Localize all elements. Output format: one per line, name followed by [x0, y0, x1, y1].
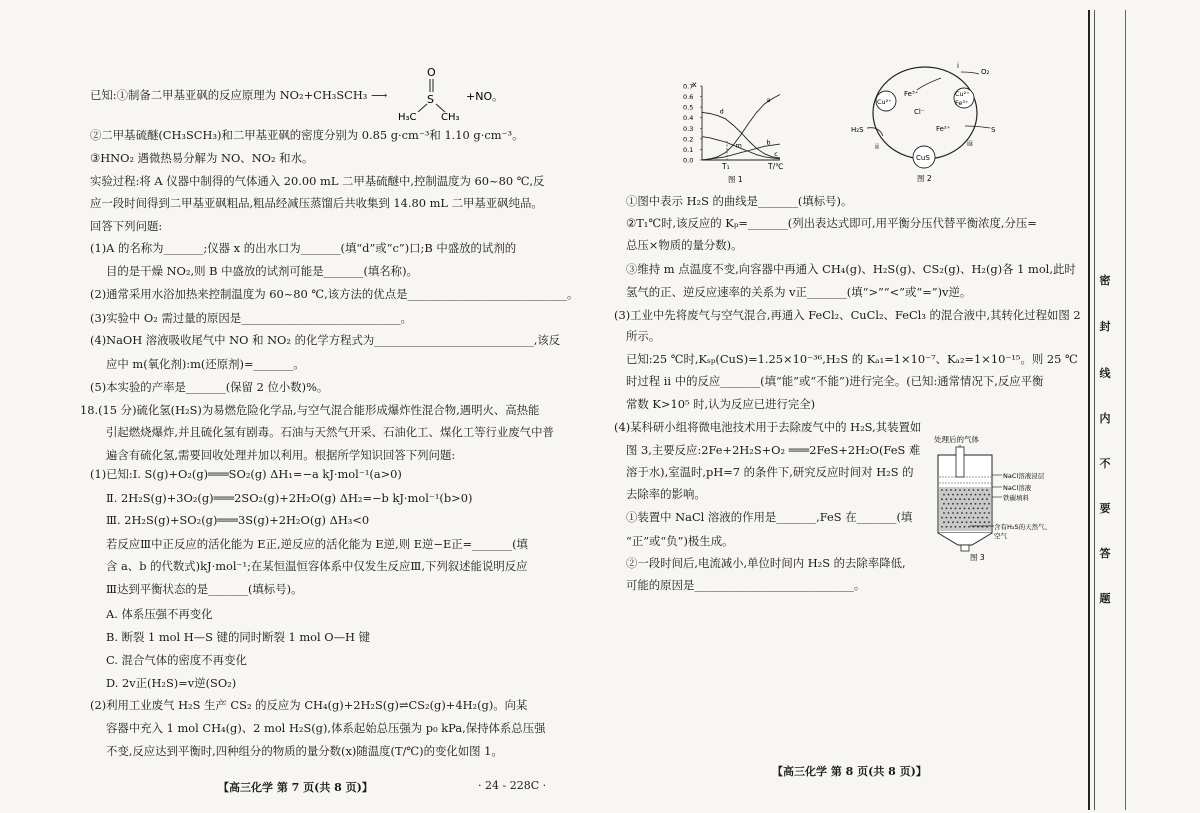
fig3-label-5: 空气 [994, 532, 1007, 540]
fig1-ytick-label: 0.1 [683, 145, 694, 154]
left-text-line: ②二甲基硫醚(CH₃SCH₃)和二甲基亚砜的密度分别为 0.85 g·cm⁻³和 1.10 g·cm⁻³。 [90, 128, 524, 142]
fig3-label-3: 铁碳填料 [1003, 494, 1029, 502]
fig1-series-a [702, 95, 780, 161]
fig1-ytick-label: 0.7 [683, 82, 694, 91]
fig2-cus: CuS [916, 154, 930, 162]
left-text-line: (1)已知:Ⅰ. S(g)+O₂(g)═══SO₂(g) ΔH₁=−a kJ·mol⁻¹(a>0) [90, 467, 402, 481]
fig3-label-2: NaCl溶液 [1003, 484, 1032, 492]
left-text-line: Ⅲ. 2H₂S(g)+SO₂(g)═══3S(g)+2H₂O(g) ΔH₃<0 [106, 513, 370, 527]
right-text-line: 氢气的正、逆反应速率的关系为 v正_______(填“>”“<”或“=”)v逆。 [626, 285, 972, 299]
fig1-point-m: m [735, 141, 742, 150]
struct-ch3: CH₃ [441, 112, 460, 123]
left-text-line: Ⅱ. 2H₂S(g)+3O₂(g)═══2SO₂(g)+2H₂O(g) ΔH₂=−b kJ·mol⁻¹(b>0) [106, 491, 473, 505]
margin-seal-char: 不 [1099, 457, 1111, 470]
right-text-line: ②T₁℃时,该反应的 Kₚ=_______(列出表达式即可,用平衡分压代替平衡浓度,分压= [626, 216, 1037, 230]
fig1-ytick-label: 0.0 [683, 156, 694, 165]
fig1-xlabel: T/℃ [768, 162, 784, 171]
left-text-line: A. 体系压强不再变化 [106, 607, 213, 621]
margin-line-outer [1088, 10, 1090, 810]
fig2-o2: O₂ [981, 68, 990, 76]
fig3-label-4: 含有H₂S的天然气、 [994, 523, 1052, 531]
left-text-line: (4)NaOH 溶液吸收尾气中 NO 和 NO₂ 的化学方程式为____________________________,该反 [90, 333, 561, 347]
margin-seal-char: 答 [1099, 547, 1111, 560]
fig2-cu-right: Cu²⁺ [955, 90, 970, 98]
struct-s: S [427, 93, 434, 106]
right-footer: 【高三化学 第 8 页(共 8 页)】 [772, 765, 927, 778]
left-text-line: (2)利用工业废气 H₂S 生产 CS₂ 的反应为 CH₄(g)+2H₂S(g)⇌CS₂(g)+4H₂(g)。向某 [90, 698, 528, 712]
struct-h3c: H₃C [398, 112, 417, 123]
left-text-line: 实验过程:将 A 仪器中制得的气体通入 20.00 mL 二甲基硫醚中,控制温度为 60~80 ℃,反 [90, 174, 545, 188]
fig1-ytick-label: 0.2 [683, 135, 694, 144]
margin-seal-char: 线 [1099, 367, 1111, 380]
fig2-fe3-top: Fe³⁺ [904, 90, 919, 98]
margin-line-inner [1094, 10, 1095, 810]
struct-o: O [427, 66, 436, 79]
right-text-line: 可能的原因是____________________________。 [626, 578, 866, 592]
left-text-line: 应中 m(氧化剂):m(还原剂)=_______。 [106, 357, 305, 371]
fig2-h2s: H₂S [851, 126, 864, 134]
fig1-ytick-label: 0.6 [683, 93, 694, 102]
margin-seal-char: 封 [1099, 320, 1111, 333]
right-text-line: 已知:25 ℃时,Kₛₚ(CuS)=1.25×10⁻³⁶,H₂S 的 Kₐ₁=1×10⁻⁷、Kₐ₂=1×10⁻¹⁵。则 25 ℃ [626, 352, 1078, 366]
margin-seal-char: 密 [1099, 274, 1111, 287]
figure-3-apparatus [930, 433, 1080, 563]
left-text-line: ③HNO₂ 遇微热易分解为 NO、NO₂ 和水。 [90, 151, 314, 165]
left-text-line: (5)本实验的产率是_______(保留 2 位小数)%。 [90, 380, 329, 394]
right-text-line: 所示。 [626, 329, 661, 343]
figure-2-cycle [845, 58, 1005, 186]
fig1-xtick-t1: T₁ [722, 162, 730, 171]
fig2-caption: 图 2 [917, 174, 932, 183]
left-text-line: 容器中充入 1 mol CH₄(g)、2 mol H₂S(g),体系起始总压强为 p₀ kPa,保持体系总压强 [106, 721, 546, 735]
fig1-series-label-b: b [766, 138, 771, 147]
left-text-line: B. 断裂 1 mol H—S 键的同时断裂 1 mol O—H 键 [106, 630, 370, 644]
left-text-line: (2)通常采用水浴加热来控制温度为 60~80 ℃,该方法的优点是____________________________。 [90, 287, 579, 301]
left-footer: 【高三化学 第 7 页(共 8 页)】 [218, 781, 373, 794]
fig1-series-label-c: c [774, 149, 778, 158]
fig1-series-label-d: d [719, 107, 724, 116]
right-text-line: ②一段时间后,电流减小,单位时间内 H₂S 的去除率降低, [626, 556, 906, 570]
right-text-line: 溶于水),室温时,pH=7 的条件下,研究反应时间对 H₂S 的 [626, 465, 914, 479]
right-text-line: ③维持 m 点温度不变,向容器中再通入 CH₄(g)、H₂S(g)、CS₂(g)、H₂(g)各 1 mol,此时 [626, 262, 1076, 276]
fig2-s: S [991, 126, 996, 134]
left-text-line: 已知:①制备二甲基亚砜的反应原理为 NO₂+CH₃SCH₃ ⟶ [90, 88, 388, 102]
left-text-line: 回答下列问题: [90, 219, 163, 233]
left-text-line: 若反应Ⅲ中正反应的活化能为 E正,逆反应的活化能为 E逆,则 E逆−E正=_______(填 [106, 537, 528, 551]
right-text-line: (4)某科研小组将微电池技术用于去除废气中的 H₂S,其装置如 [614, 420, 922, 434]
fig1-ytick-label: 0.5 [683, 103, 694, 112]
left-text-line: D. 2v正(H₂S)=v逆(SO₂) [106, 676, 237, 690]
right-text-line: 去除率的影响。 [626, 487, 706, 501]
right-text-line: 图 3,主要反应:2Fe+2H₂S+O₂ ═══2FeS+2H₂O(FeS 难 [626, 443, 921, 457]
dmso-structure [398, 64, 518, 124]
fig1-ytick-label: 0.3 [683, 124, 694, 133]
fig3-caption: 图 3 [970, 553, 985, 562]
fig2-fe3-right: Fe³⁺ [955, 99, 969, 107]
margin-seal-char: 题 [1099, 592, 1111, 605]
margin-line-far [1125, 10, 1126, 810]
fig1-caption: 图 1 [728, 175, 743, 184]
left-text-line: (3)实验中 O₂ 需过量的原因是____________________________。 [90, 311, 413, 325]
struct-plus-no: +NO。 [466, 90, 504, 103]
left-footer-code: · 24 - 228C · [478, 779, 547, 792]
margin-seal-char: 要 [1099, 502, 1111, 515]
fig2-cu-left: Cu²⁺ [877, 98, 892, 106]
margin-seal-char: 内 [1099, 412, 1111, 425]
fig2-step-iii: iii [967, 140, 973, 148]
left-text-line: 含 a、b 的代数式)kJ·mol⁻¹;在某恒温恒容体系中仅发生反应Ⅲ,下列叙述能说明反应 [106, 559, 528, 573]
fig2-step-i: i [957, 62, 959, 70]
right-text-line: “正”或“负”)极生成。 [626, 534, 734, 548]
left-text-line: Ⅲ达到平衡状态的是_______(填标号)。 [106, 582, 303, 596]
left-text-line: 应一段时间得到二甲基亚砜粗品,粗品经减压蒸馏后共收集到 14.80 mL 二甲基亚砜纯品。 [90, 196, 543, 210]
left-text-line: 18.(15 分)硫化氢(H₂S)为易燃危险化学品,与空气混合能形成爆炸性混合物,遇明火、高热能 [80, 403, 540, 417]
right-text-line: 总压×物质的量分数)。 [626, 238, 743, 252]
binding-margin [1086, 0, 1200, 813]
left-text-line: (1)A 的名称为_______;仪器 x 的出水口为_______(填“d”或“c”)口;B 中盛放的试剂的 [90, 241, 517, 255]
right-text-line: ①图中表示 H₂S 的曲线是_______(填标号)。 [626, 194, 853, 208]
fig1-series-label-a: a [766, 95, 771, 104]
right-text-line: ①装置中 NaCl 溶液的作用是_______,FeS 在_______(填 [626, 510, 913, 524]
fig1-ytick-label: 0.4 [683, 114, 694, 123]
fig2-fe2: Fe²⁺ [936, 125, 951, 133]
fig3-top-label: 处理后的气体 [934, 435, 979, 444]
fig3-label-1: NaCl溶液浸层 [1003, 472, 1045, 480]
figure-1-chart [680, 78, 795, 186]
left-text-line: 遍含有硫化氢,需要回收处理并加以利用。根据所学知识回答下列问题: [106, 448, 456, 462]
left-text-line: C. 混合气体的密度不再变化 [106, 653, 247, 667]
left-text-line: 不变,反应达到平衡时,四种组分的物质的量分数(x)随温度(T/℃)的变化如图 1。 [106, 744, 503, 758]
right-text-line: 常数 K>10⁵ 时,认为反应已进行完全) [626, 397, 816, 411]
fig1-ylabel: x [692, 80, 697, 89]
fig2-cl: Cl⁻ [914, 108, 925, 116]
left-text-line: 引起燃烧爆炸,并且硫化氢有剧毒。石油与天然气开采、石油化工、煤化工等行业废气中普 [106, 425, 554, 439]
right-text-line: 时过程 ii 中的反应_______(填“能”或“不能”)进行完全。(已知:通常情况下,反应平衡 [626, 374, 1044, 388]
right-text-line: (3)工业中先将废气与空气混合,再通入 FeCl₂、CuCl₂、FeCl₃ 的混合液中,其转化过程如图 2 [614, 308, 1081, 322]
fig2-step-ii: ii [875, 143, 879, 151]
left-text-line: 目的是干燥 NO₂,则 B 中盛放的试剂可能是_______(填名称)。 [106, 264, 418, 278]
